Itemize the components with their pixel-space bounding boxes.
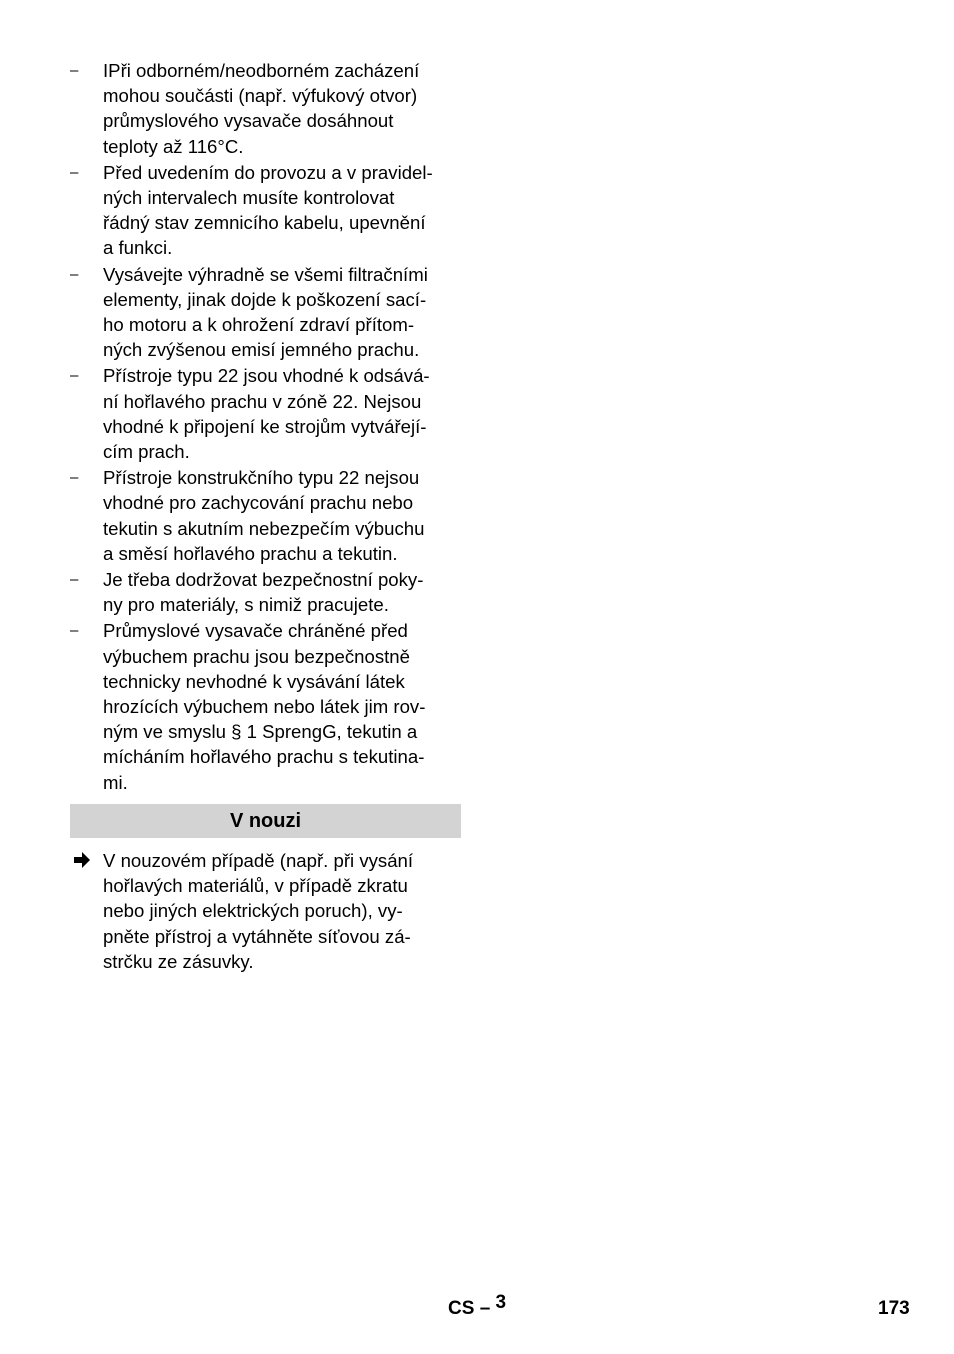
text-line: mohou součásti (např. výfukový otvor) [103,85,418,107]
text-line: ho motoru a k ohrožení zdraví přítom- [103,314,415,336]
text-line: tekutin s akutním nebezpečím výbuchu [103,517,425,539]
text-line: ní hořlavého prachu v zóně 22. Nejsou [103,390,422,412]
footer-language: CS [448,1298,475,1319]
dash-bullet: – [70,367,79,385]
dash-bullet: – [70,622,79,640]
text-line: řádný stav zemnicího kabelu, upevnění [103,212,426,234]
text-line: Přístroje typu 22 jsou vhodné k odsává- [103,365,430,387]
text-line: průmyslového vysavače dosáhnout [103,110,394,132]
text-line: nebo jiných elektrických poruch), vy- [103,900,403,922]
text-line: pněte přístroj a vytáhněte síťovou zá- [103,925,411,947]
dash-bullet: – [70,62,79,79]
arrow-right-icon [72,849,92,871]
dash-bullet: – [70,163,79,181]
list-item [70,160,461,261]
list-item [70,262,461,363]
list-item [70,567,461,617]
instruction-item [70,848,461,974]
dash-bullet: – [70,265,79,283]
footer-dash: – [479,1298,491,1319]
text-line: vhodné k připojení ke strojům vytvářejí- [103,415,427,437]
text-line: a funkci. [103,237,173,259]
footer-section-label [448,1292,507,1320]
list-item [70,465,461,566]
page-number: 173 [878,1298,910,1319]
footer-section-page: 3 [495,1292,507,1313]
text-line: a směsí hořlavého prachu a tekutin. [103,542,398,564]
text-line: V nouzovém případě (např. při vysání [103,849,414,871]
text-column [70,58,461,975]
dash-bullet: – [70,571,79,589]
section-heading: V nouzi [70,804,461,838]
text-line: teploty až 116°C. [103,135,244,157]
text-line: Před uvedením do provozu a v pravidel- [103,161,433,183]
list-item [70,363,461,464]
text-line: ny pro materiály, s nimiž pracujete. [103,594,389,616]
text-line: IPři odborném/neodborném zacházení [103,60,420,81]
text-line: ným ve smyslu § 1 SprengG, tekutin a [103,721,418,743]
list-item [70,58,461,159]
text-line: strčku ze zásuvky. [103,950,254,972]
text-line: Je třeba dodržovat bezpečnostní poky- [103,569,424,591]
dash-bullet: – [70,469,79,487]
text-line: Přístroje konstrukčního typu 22 nejsou [103,467,420,489]
text-line: Průmyslové vysavače chráněné před [103,620,408,642]
text-line: hrozících výbuchem nebo látek jim rov- [103,696,426,718]
text-line: vhodné pro zachycování prachu nebo [103,492,414,514]
text-line: mícháním hořlavého prachu s tekutina- [103,746,425,768]
text-line: výbuchem prachu jsou bezpečnostně [103,645,410,667]
text-line: ných zvýšenou emisí jemného prachu. [103,339,420,361]
text-line: elementy, jinak dojde k poškození sací- [103,288,427,310]
text-line: ných intervalech musíte kontrolovat [103,187,395,209]
text-line: Vysávejte výhradně se všemi filtračními [103,263,428,285]
text-line: technicky nevhodné k vysávání látek [103,670,405,692]
text-line: hořlavých materiálů, v případě zkratu [103,875,408,897]
text-line: mi. [103,771,128,793]
text-line: cím prach. [103,441,190,463]
list-item [70,618,461,794]
